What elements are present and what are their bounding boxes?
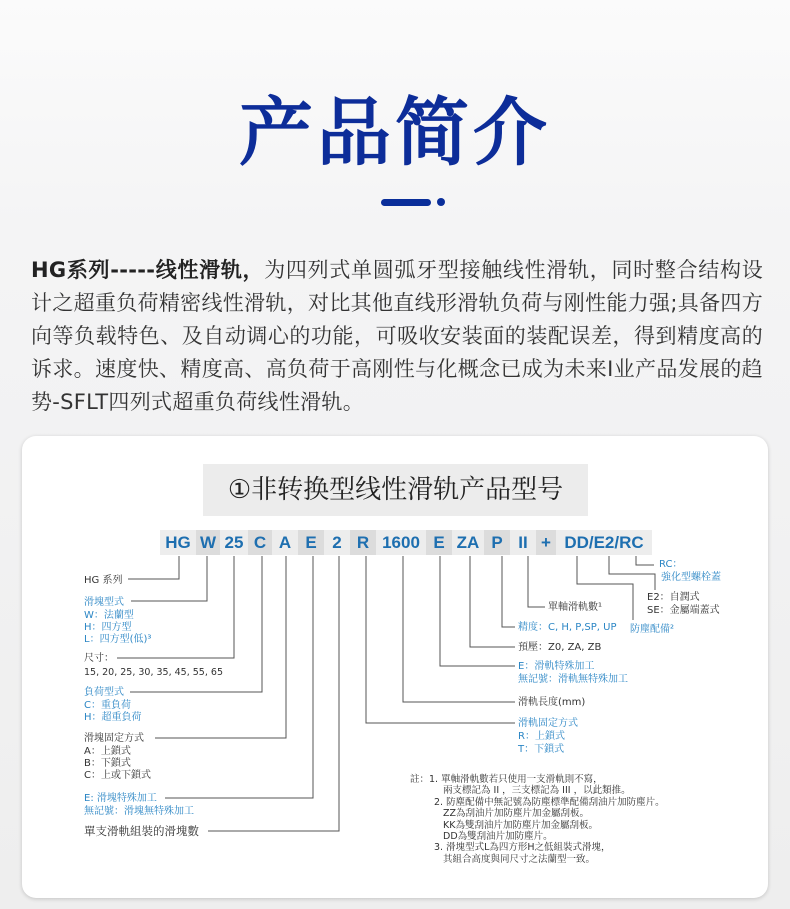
label-series: HG 系列 <box>84 575 123 586</box>
label-block-special-item: E: 滑塊特殊加工 <box>84 793 157 804</box>
note-line: KK為雙刮油片加防塵片加金屬刮板。 <box>443 819 598 831</box>
code-segment-load-type: C <box>248 530 272 555</box>
label-block-type-item: L：四方型(低)³ <box>84 634 152 645</box>
label-rail-mount-item: R：上鎖式 <box>518 731 565 742</box>
note-line: 兩支標記為 II ，三支標記為 III ，以此類推。 <box>443 785 631 797</box>
card-subtitle: ①非转换型线性滑轨产品型号 <box>203 464 588 516</box>
intro-lead: HG系列-----线性滑轨， <box>31 258 265 282</box>
note-line: ZZ為刮油片加防塵片加金屬刮板。 <box>443 808 590 820</box>
label-preload: 預壓：Z0, ZA, ZB <box>518 642 602 653</box>
label-blocks-per-rail: 單支滑軌組裝的滑塊數 <box>84 824 199 838</box>
note-line: 3. 滑塊型式L為四方形H之低組裝式滑塊， <box>434 842 611 854</box>
label-block-mount-item: B：下鎖式 <box>84 758 131 769</box>
code-segment-plus: + <box>536 530 556 555</box>
label-block-mount-item: C：上或下鎖式 <box>84 770 151 781</box>
note-line: 2. 防塵配備中無記號為防塵標準配備刮油片加防塵片。 <box>434 796 665 808</box>
label-rc-title: RC： <box>659 559 683 570</box>
label-rail-special-item: E：滑軌特殊加工 <box>518 661 595 672</box>
connector-rail-special <box>440 556 515 666</box>
label-rail-count: 單軸滑軌數¹ <box>548 602 603 613</box>
label-dust: 防塵配備² <box>630 624 675 635</box>
label-load-type-title: 負荷型式 <box>84 687 124 698</box>
connector-end-cap <box>609 556 655 590</box>
code-segment-precision: P <box>484 530 510 555</box>
code-segment-rail-length: 1600 <box>376 530 426 555</box>
notes-label: 註： <box>410 774 430 785</box>
code-segment-rail-count: II <box>510 530 536 555</box>
connector-block-count <box>208 556 339 831</box>
label-size-title: 尺寸： <box>84 653 114 664</box>
code-segment-block-special: E <box>298 530 324 555</box>
label-block-type-item: H：四方型 <box>84 622 132 633</box>
connector-rail-count <box>528 556 545 607</box>
page-title: 产品简介 <box>239 90 551 176</box>
code-segment-dust-options: DD/E2/RC <box>556 530 652 555</box>
code-segment-block-mount: A <box>272 530 298 555</box>
code-segment-series: HG <box>160 530 196 555</box>
label-load-type-item: H：超重負荷 <box>84 712 142 723</box>
label-rail-mount-item: T：下鎖式 <box>518 744 565 755</box>
label-load-type-item: C：重負荷 <box>84 700 131 711</box>
label-rc-desc: 強化型螺栓蓋 <box>661 572 721 583</box>
code-segment-size: 25 <box>220 530 248 555</box>
label-end-cap-item: SE：金屬端蓋式 <box>647 605 720 616</box>
code-segment-preload: ZA <box>452 530 484 555</box>
code-segment-rail-mount: R <box>350 530 376 555</box>
code-segment-block-count: 2 <box>324 530 350 555</box>
label-block-mount-title: 滑塊固定方式 <box>84 733 144 744</box>
label-block-type-title: 滑塊型式 <box>84 597 124 608</box>
connector-block-mount <box>155 556 286 738</box>
label-precision: 精度：C, H, P,SP, UP <box>518 622 617 633</box>
label-block-mount-item: A：上鎖式 <box>84 746 131 757</box>
code-segment-rail-special: E <box>426 530 452 555</box>
connector-rc <box>636 556 654 565</box>
code-segment-block-type: W <box>196 530 220 555</box>
label-block-special-item: 無記號：滑塊無特殊加工 <box>84 806 194 817</box>
label-block-type-item: W：法蘭型 <box>84 610 134 621</box>
label-size-values: 15, 20, 25, 30, 35, 45, 55, 65 <box>84 667 223 678</box>
connector-series <box>128 556 179 579</box>
label-rail-length: 滑軌長度(mm) <box>518 697 586 708</box>
note-line: 1. 單軸滑軌數若只使用一支滑軌則不寫， <box>429 774 603 785</box>
connector-rail-length <box>403 556 515 702</box>
connector-precision <box>502 556 515 627</box>
label-end-cap-item: E2：自潤式 <box>647 592 700 603</box>
intro-body: 为四列式单圆弧牙型接触线性滑轨，同时整合结构设计之超重负荷精密线性滑轨，对比其他直线形滑轨负荷与刚性能力强;具备四方向等负载特色、及自动调心的功能，可吸收安装面的装配误差，得到精度高的诉求。速度快、精度高、高负荷于高刚性与化概念已成为未来I业产品发展的趋势-SFLT四列式超重负荷线性滑轨。 <box>31 258 764 414</box>
connector-preload <box>470 556 515 647</box>
note-line: 其組合高度與同尺寸之法蘭型一致。 <box>443 853 596 865</box>
note-line: DD為雙刮油片加防塵片。 <box>443 831 553 843</box>
label-rail-mount-title: 滑軌固定方式 <box>518 718 578 729</box>
label-rail-special-item: 無記號：滑軌無特殊加工 <box>518 674 628 685</box>
footnotes <box>410 774 665 865</box>
